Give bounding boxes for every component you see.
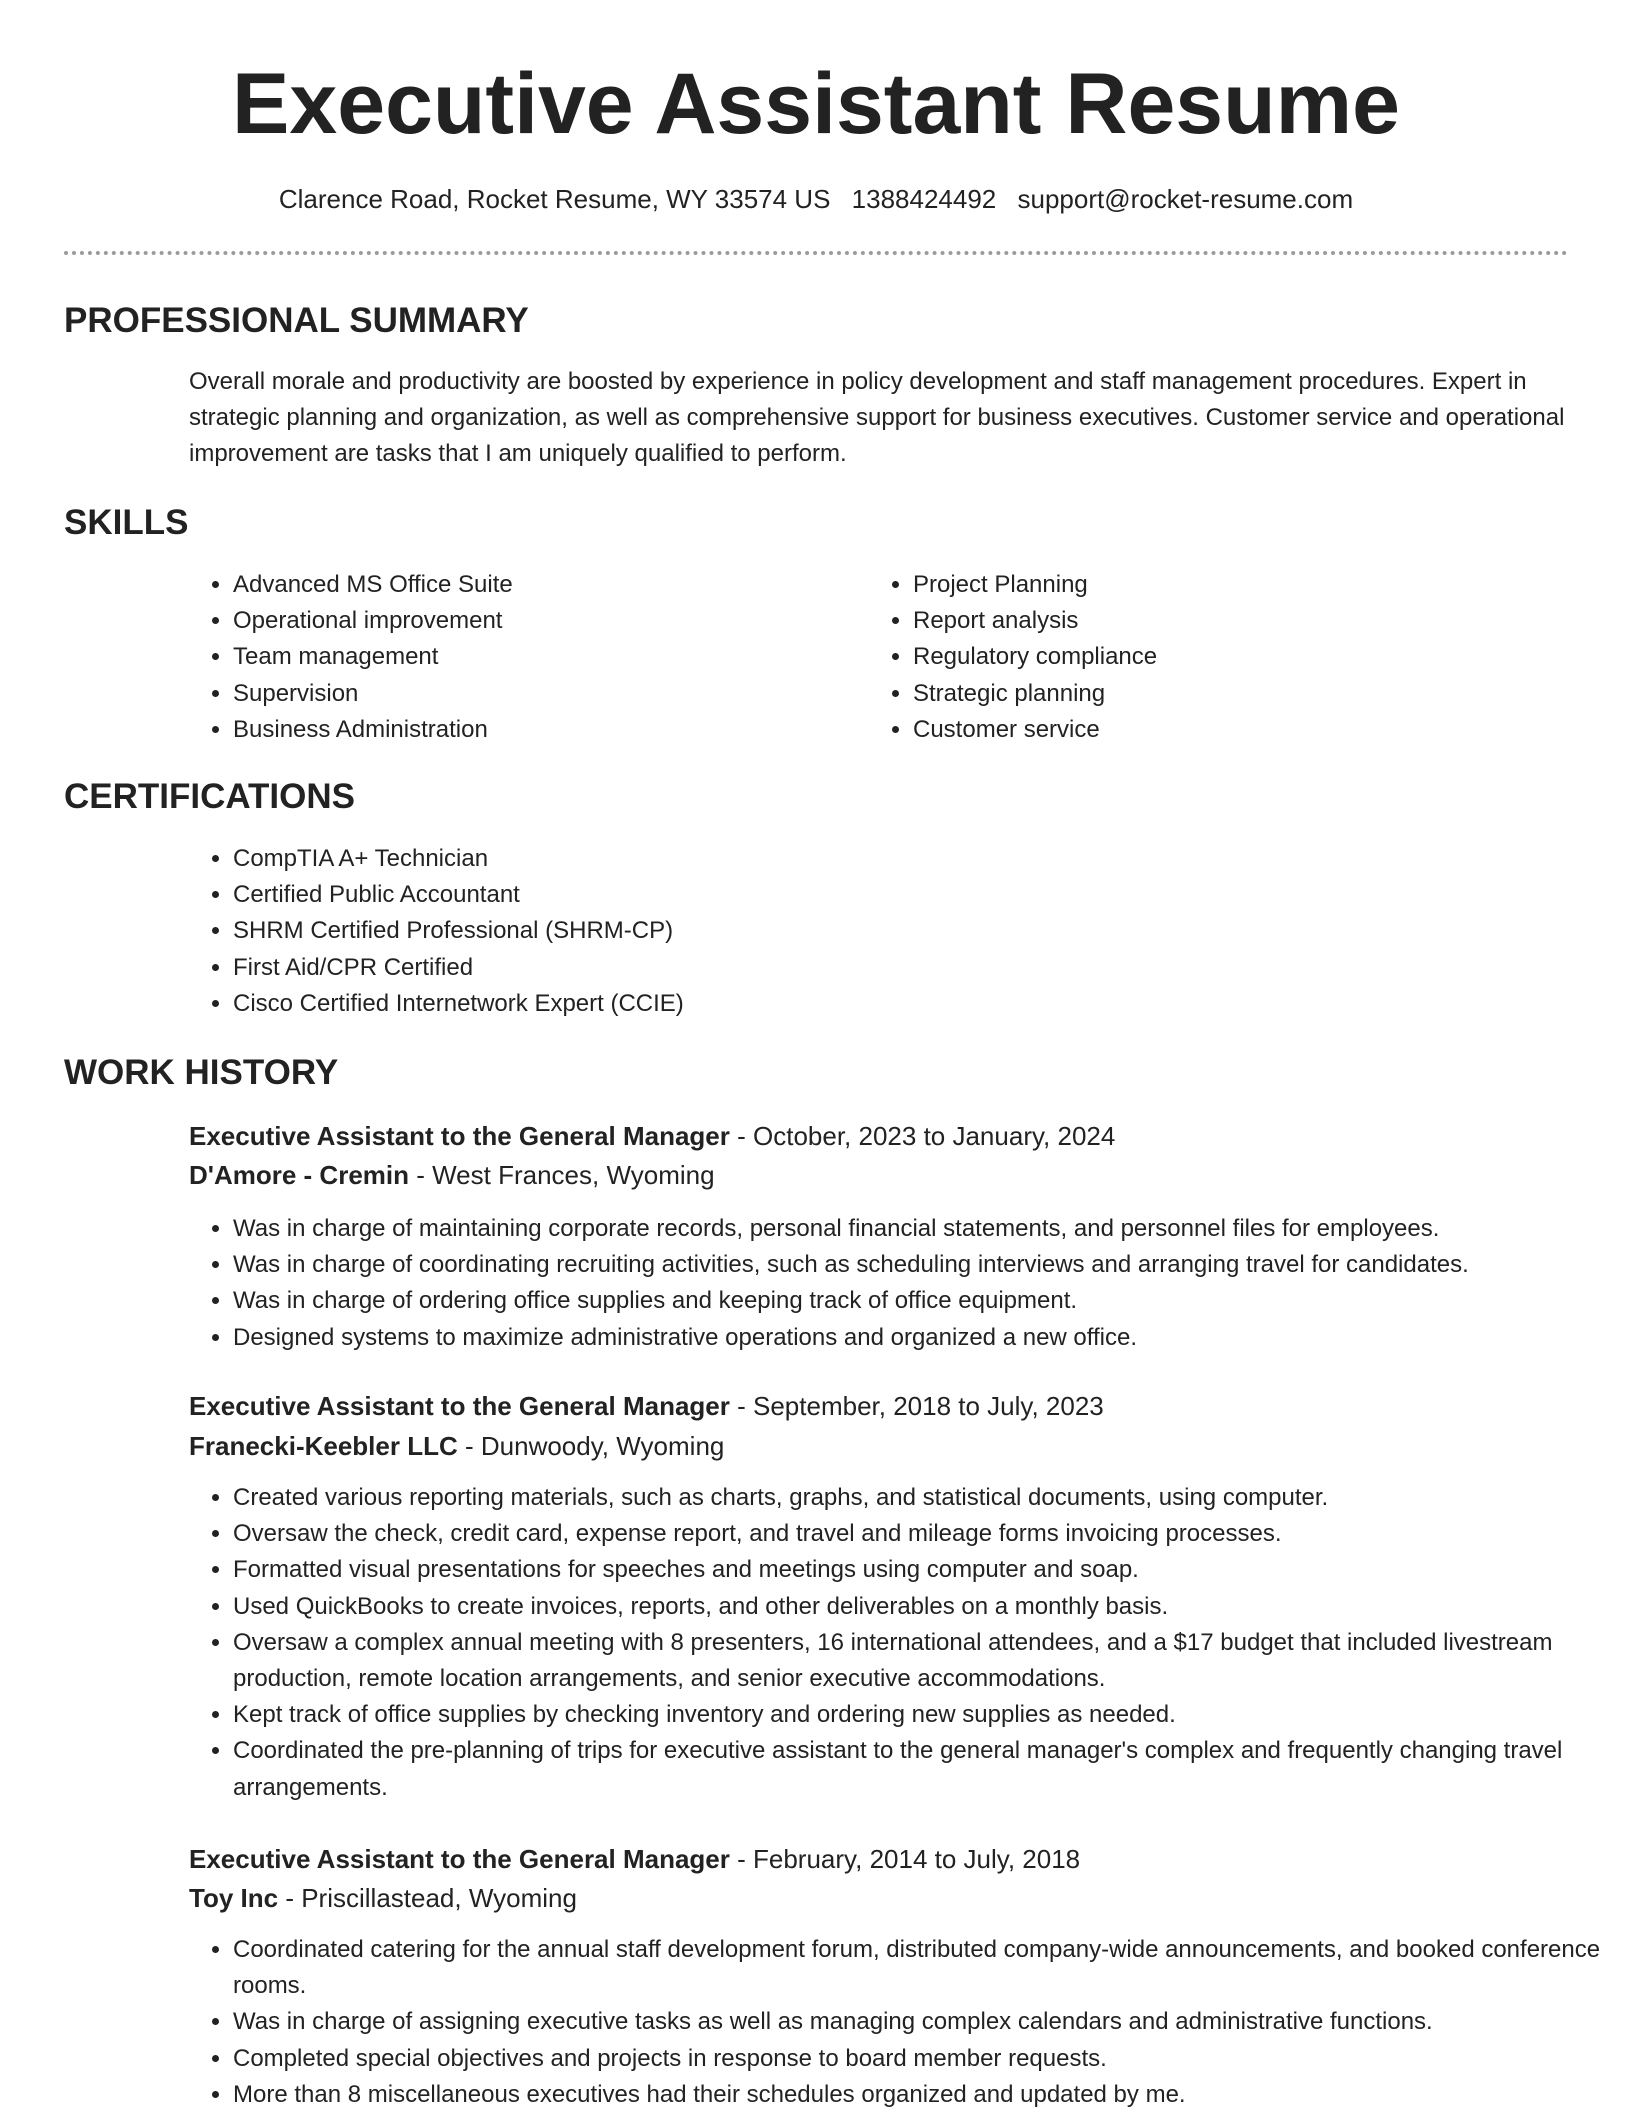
job-location: - West Frances, Wyoming bbox=[416, 1160, 715, 1190]
contact-phone: 1388424492 bbox=[851, 184, 997, 214]
job-bullets bbox=[189, 1480, 1613, 1806]
job-company-line bbox=[189, 1880, 577, 1916]
job-bullet: • Was in charge of assigning executive tasks as well as managing complex calendars and administrative functions. bbox=[233, 2004, 1613, 2040]
skill-item: • Regulatory compliance bbox=[913, 639, 1573, 675]
skills-list-left bbox=[189, 567, 853, 748]
job-bullet: • Used QuickBooks to create invoices, reports, and other deliverables on a monthly basis. bbox=[233, 1589, 1613, 1625]
certification-item: • CompTIA A+ Technician bbox=[233, 841, 1613, 877]
job-location: - Dunwoody, Wyoming bbox=[464, 1431, 725, 1461]
job-location: - Priscillastead, Wyoming bbox=[285, 1883, 577, 1913]
job-title: Executive Assistant to the General Manager bbox=[189, 1844, 730, 1874]
job-bullet: • Kept track of office supplies by checking inventory and ordering new supplies as needed. bbox=[233, 1697, 1613, 1733]
job-title-line bbox=[189, 1841, 1080, 1877]
skill-item: • Team management bbox=[233, 639, 853, 675]
job-dates: - October, 2023 to January, 2024 bbox=[737, 1121, 1116, 1151]
job-bullet: • More than 8 miscellaneous executives had their schedules organized and updated by me. bbox=[233, 2077, 1613, 2113]
summary-heading: PROFESSIONAL SUMMARY bbox=[64, 301, 529, 340]
job-bullet: • Was in charge of coordinating recruiting activities, such as scheduling interviews and arranging travel for candidates. bbox=[233, 1247, 1613, 1283]
certification-item: • Certified Public Accountant bbox=[233, 877, 1613, 913]
job-bullets bbox=[189, 1211, 1613, 1356]
certification-item: • Cisco Certified Internetwork Expert (CCIE) bbox=[233, 986, 1613, 1022]
job-bullet: • Was in charge of ordering office supplies and keeping track of office equipment. bbox=[233, 1283, 1613, 1319]
job-title: Executive Assistant to the General Manager bbox=[189, 1121, 730, 1151]
skill-item: • Customer service bbox=[913, 712, 1573, 748]
contact-address: Clarence Road, Rocket Resume, WY 33574 US bbox=[278, 184, 831, 214]
job-bullet: • Coordinated the pre-planning of trips for executive assistant to the general manager's complex and frequently changing travel arrangements. bbox=[233, 1733, 1613, 1805]
job-bullet: • Was in charge of maintaining corporate records, personal financial statements, and personnel files for employees. bbox=[233, 1211, 1613, 1247]
job-bullet: • Coordinated catering for the annual staff development forum, distributed company-wide announcements, and booked conference rooms. bbox=[233, 1932, 1613, 2004]
job-title-line bbox=[189, 1118, 1115, 1154]
work-history-heading: WORK HISTORY bbox=[64, 1053, 339, 1092]
header-divider bbox=[64, 251, 1568, 255]
certifications-heading: CERTIFICATIONS bbox=[64, 777, 356, 816]
job-title: Executive Assistant to the General Manager bbox=[189, 1391, 730, 1421]
skill-item: • Advanced MS Office Suite bbox=[233, 567, 853, 603]
resume-title: Executive Assistant Resume bbox=[232, 56, 1400, 152]
certification-item: • First Aid/CPR Certified bbox=[233, 950, 1613, 986]
skill-item: • Strategic planning bbox=[913, 676, 1573, 712]
job-bullet: • Oversaw a complex annual meeting with 8 presenters, 16 international attendees, and a $17 budget that included livestream production, remote location arrangements, and senior executive accommodations. bbox=[233, 1625, 1613, 1697]
contact-email: support@rocket-resume.com bbox=[1017, 184, 1354, 214]
skill-item: • Business Administration bbox=[233, 712, 853, 748]
skill-item: • Supervision bbox=[233, 676, 853, 712]
job-bullet: • Created various reporting materials, such as charts, graphs, and statistical documents, using computer. bbox=[233, 1480, 1613, 1516]
job-company: Toy Inc bbox=[189, 1883, 279, 1913]
skill-item: • Operational improvement bbox=[233, 603, 853, 639]
job-title-line bbox=[189, 1388, 1104, 1424]
job-dates: - February, 2014 to July, 2018 bbox=[737, 1844, 1081, 1874]
certifications-list bbox=[189, 841, 1613, 1022]
job-company-line bbox=[189, 1428, 724, 1464]
skill-item: • Project Planning bbox=[913, 567, 1573, 603]
summary-text: Overall morale and productivity are boosted by experience in policy development and staff management procedures. Expert in strategic planning and organization, as well as comprehensive support for business executives. Customer service and operational improvement are tasks that I am uniquely qualified to perform. bbox=[189, 368, 1565, 467]
job-bullet: • Designed systems to maximize administrative operations and organized a new office. bbox=[233, 1320, 1613, 1356]
contact-line bbox=[0, 181, 1632, 217]
job-bullet: • Oversaw the check, credit card, expense report, and travel and mileage forms invoicing processes. bbox=[233, 1516, 1613, 1552]
skills-list-right bbox=[869, 567, 1573, 748]
job-company: D'Amore - Cremin bbox=[189, 1160, 409, 1190]
job-bullet: • Completed special objectives and projects in response to board member requests. bbox=[233, 2041, 1613, 2077]
job-dates: - September, 2018 to July, 2023 bbox=[737, 1391, 1104, 1421]
skill-item: • Report analysis bbox=[913, 603, 1573, 639]
certification-item: • SHRM Certified Professional (SHRM-CP) bbox=[233, 913, 1613, 949]
job-company-line bbox=[189, 1157, 715, 1193]
job-company: Franecki-Keebler LLC bbox=[189, 1431, 458, 1461]
skills-heading: SKILLS bbox=[64, 503, 189, 542]
job-bullet: • Formatted visual presentations for speeches and meetings using computer and soap. bbox=[233, 1552, 1613, 1588]
job-bullets bbox=[189, 1932, 1613, 2113]
